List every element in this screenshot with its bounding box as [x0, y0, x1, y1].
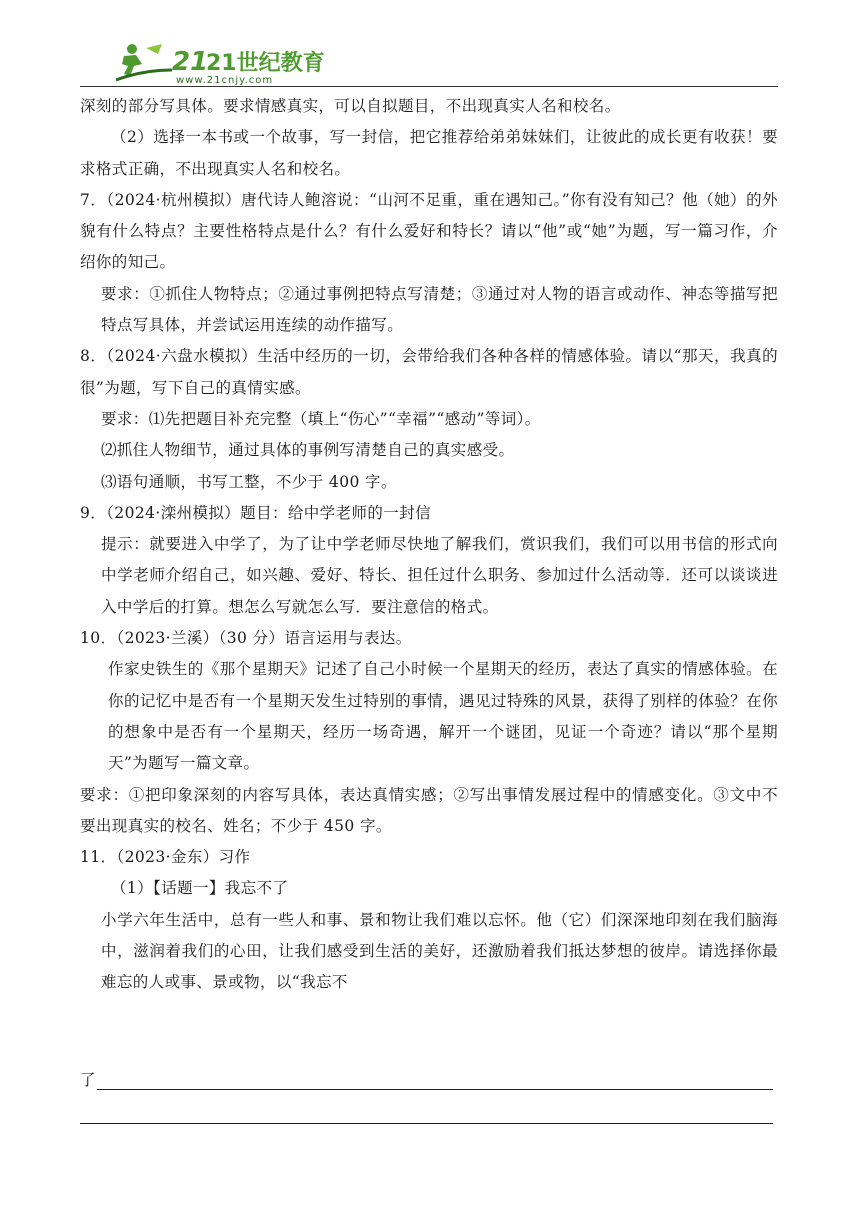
answer-blank-line-2: [80, 1123, 773, 1124]
question-11: 11．（2023·金东）习作: [80, 848, 251, 867]
question-9-hint: 提示：就要进入中学了，为了让中学老师尽快地了解我们，赏识我们，我们可以用书信的形式向中学老师介绍自己，如兴趣、爱好、特长、担任过什么职务、参加过什么活动等．还可以谈谈进入中学后的打算。想怎么写就怎么写．要注意信的格式。: [101, 535, 778, 616]
question-10: 10．（2023·兰溪）（30 分）语言运用与表达。: [80, 629, 412, 648]
question-7-requirements: 要求：①抓住人物特点；②通过事例把特点写清楚；③通过对人物的语言或动作、神态等描写把特点写具体，并尝试运用连续的动作描写。: [101, 284, 778, 335]
question-8-requirement-1: 要求：⑴先把题目补充完整（填上“伤心”“幸福”“感动”等词）。: [101, 409, 541, 428]
logo-url: www.21cnjy.com: [176, 75, 274, 86]
question-10-requirements: 要求：①把印象深刻的内容写具体，表达真情实感；②写出事情发展过程中的情感变化。③文中不要出现真实的校名、姓名；不少于 450 字。: [80, 785, 778, 835]
question-8-requirement-3: ⑶语句通顺，书写工整，不少于 400 字。: [101, 472, 397, 491]
answer-blank-line-1: [97, 1089, 773, 1090]
logo-21cnjy: [102, 40, 362, 86]
question-10-prompt: 作家史铁生的《那个星期天》记述了自己小时候一个星期天的经历，表达了真实的情感体验。在你的记忆中是否有一个星期天发生过特别的事情，遇见过特殊的风景，获得了别样的体验？在你的想象中是否有一个星期天，经历一场奇遇，解开一个谜团，见证一个奇迹？请以“那个星期天”为题写一篇文章。: [108, 660, 778, 773]
question-7: 7．（2024·杭州模拟）唐代诗人鲍溶说：“山河不足重，重在遇知己。”你有没有知己？他（她）的外貌有什么特点？主要性格特点是什么？有什么爱好和特长？请以“他”或“她”为题，写一篇习作，介绍你的知己。: [80, 190, 778, 272]
document-body: [80, 91, 778, 999]
question-9: 9．（2024·滦州模拟）题目：给中学老师的一封信: [80, 503, 431, 522]
paragraph-continuation: 深刻的部分写具体。要求情感真实，可以自拟题目，不出现真实人名和校名。: [80, 97, 621, 115]
question-8-requirement-2: ⑵抓住人物细节，通过具体的事例写清楚自己的真实感受。: [101, 441, 515, 460]
page-header: [80, 36, 778, 88]
question-8: 8．（2024·六盘水模拟）生活中经历的一切，会带给我们各种各样的情感体验。请以“那天，我真的很”为题，写下自己的真情实感。: [80, 347, 778, 397]
header-rule: [80, 86, 778, 87]
question-11-prompt: 小学六年生活中，总有一些人和事、景和物让我们难以忘怀。他（它）们深深地印刻在我们脑海中，滋润着我们的心田，让我们感受到生活的美好，还激励着我们抵达梦想的彼岸。请选择你最难忘的人或事、景或物，以“我忘不: [101, 910, 778, 992]
question-11-topic-1: （1）【话题一】我忘不了: [111, 879, 289, 898]
logo-text: 21世纪教育: [206, 51, 325, 76]
svg-text:21: 21: [172, 47, 209, 77]
question-6-option-2: （2）选择一本书或一个故事，写一封信，把它推荐给弟弟妹妹们，让彼此的成长更有收获！要求格式正确，不出现真实人名和校名。: [80, 128, 778, 178]
tail-text: 了: [80, 1071, 96, 1089]
